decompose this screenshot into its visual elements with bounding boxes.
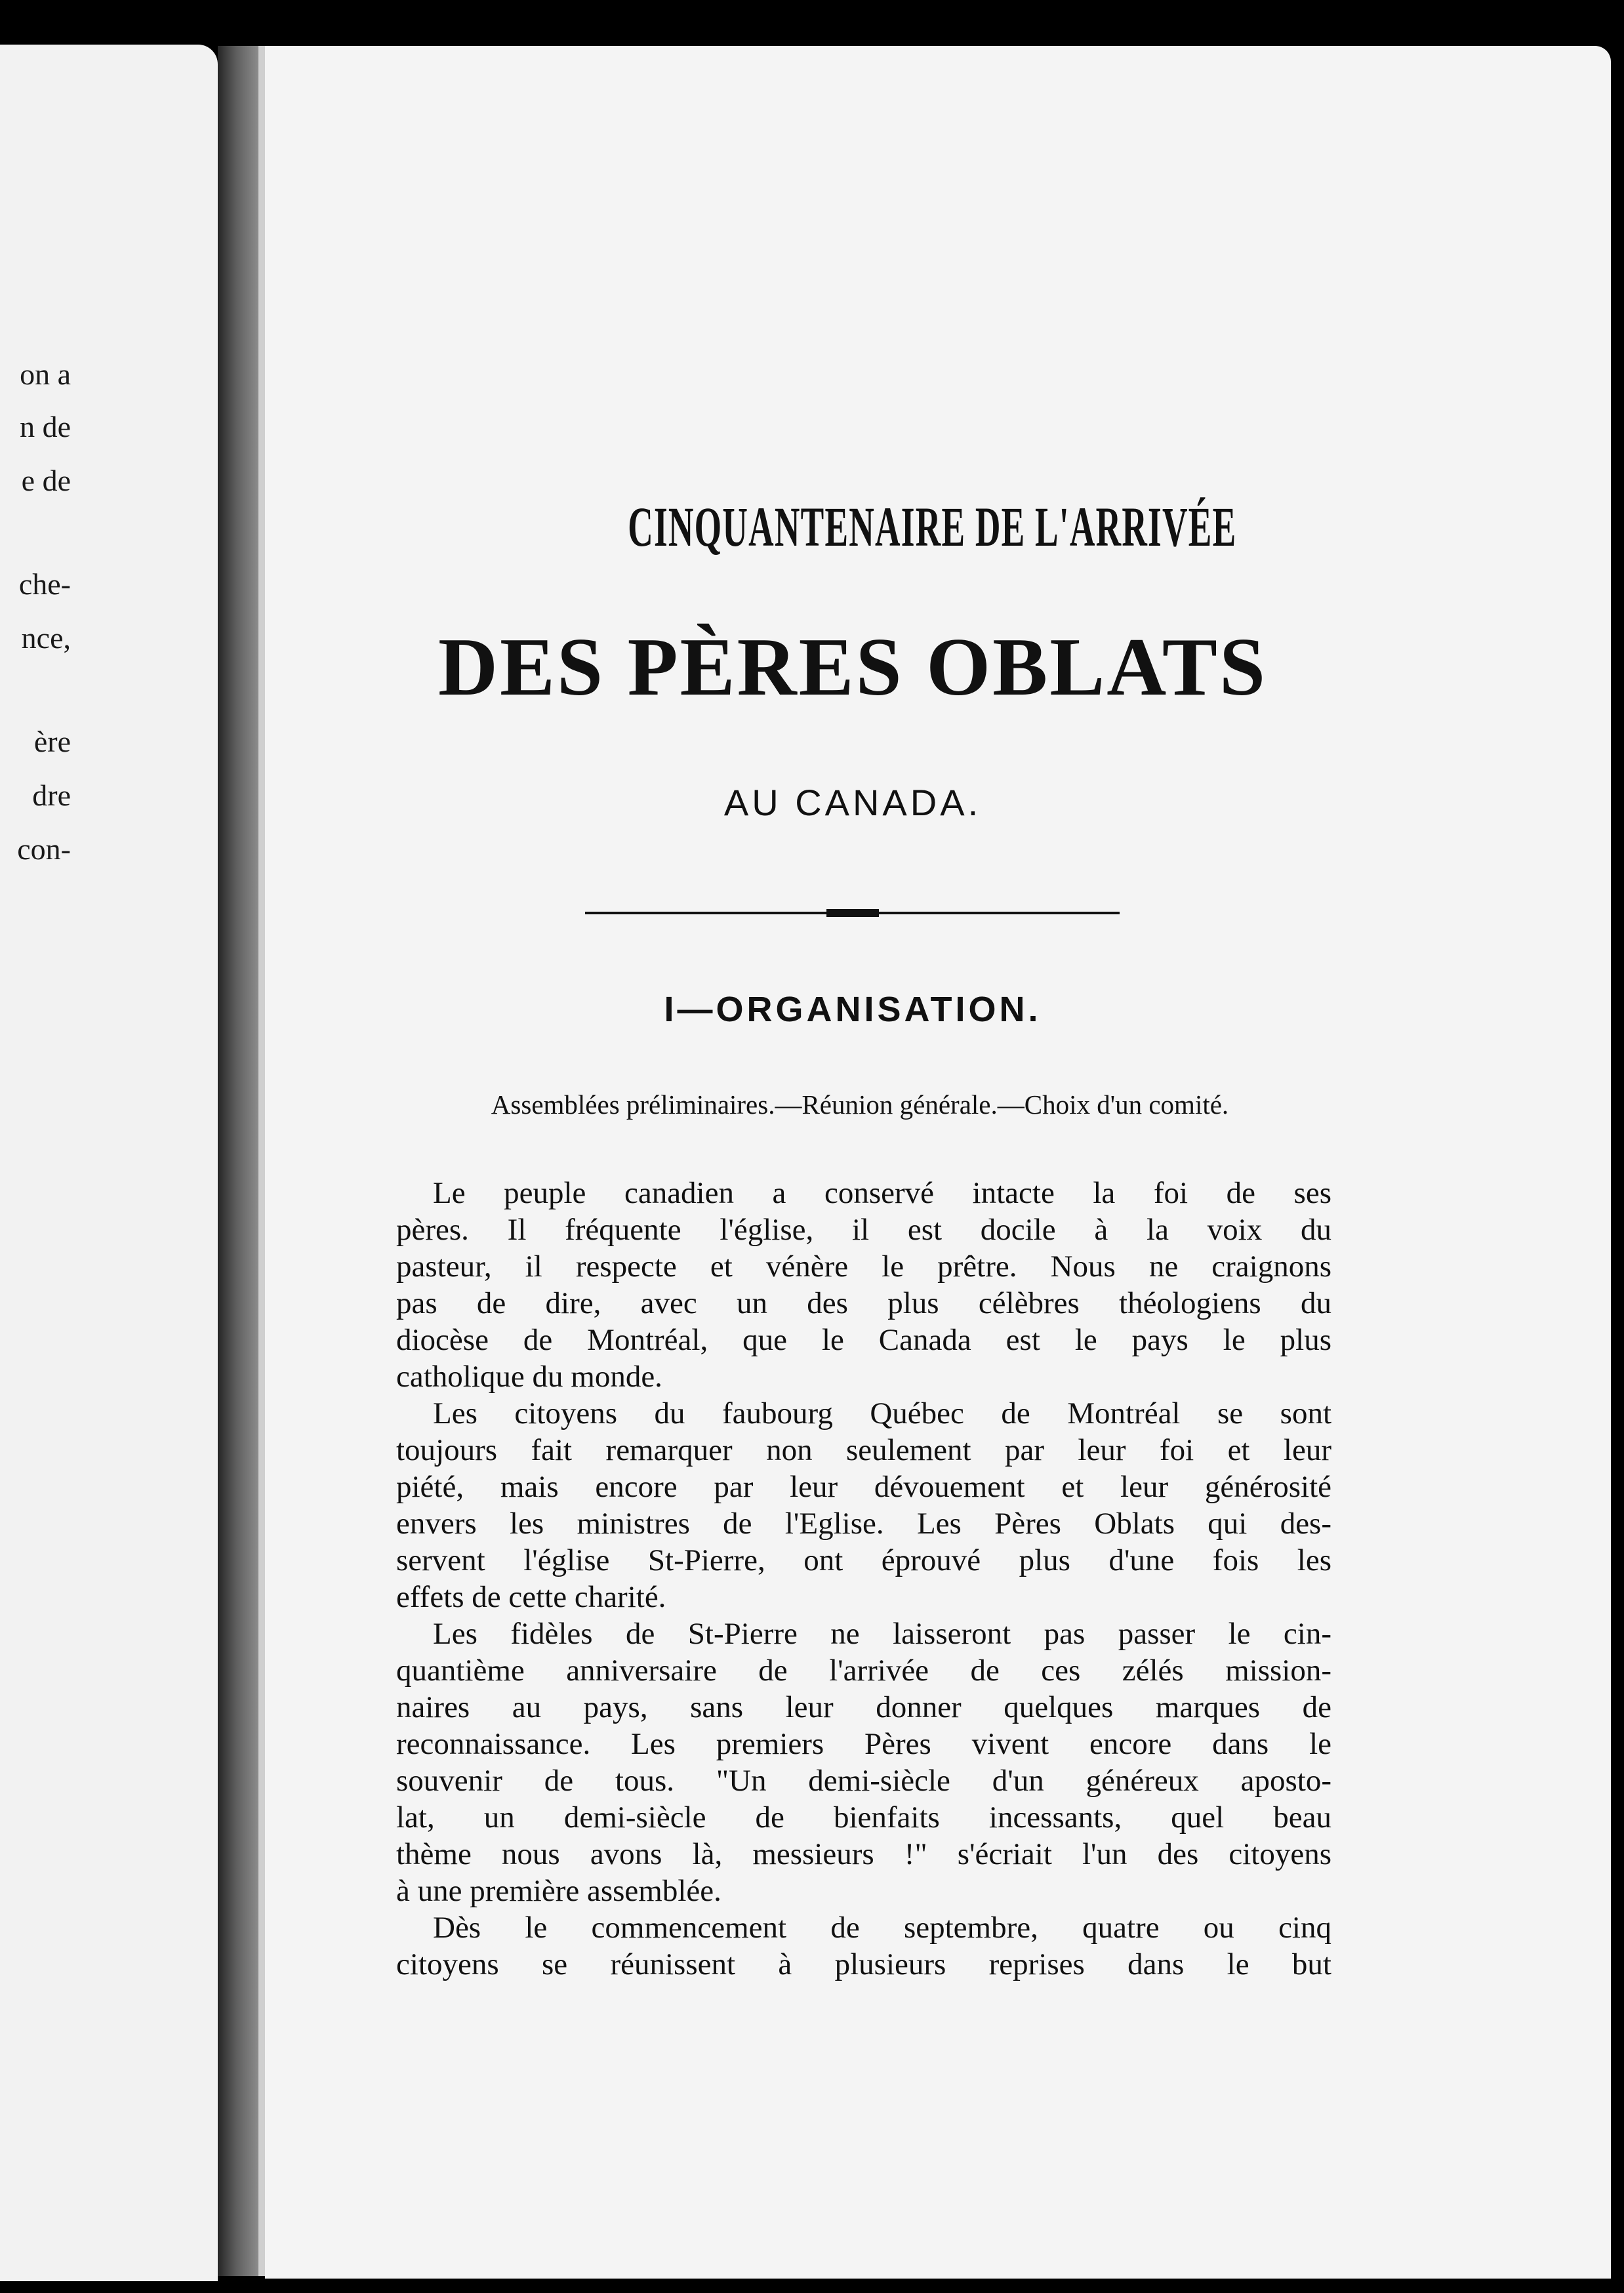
body-text-line: pas de dire, avec un des plus célèbres théologiens du <box>396 1286 1331 1320</box>
facing-page-fragment: n de <box>20 410 71 443</box>
title-line-2: DES PÈRES OBLATS <box>437 622 1268 713</box>
section-title: I—ORGANISATION. <box>664 990 1042 1029</box>
body-text-line: pasteur, il respecte et vénère le prêtre. Nous ne craignons <box>396 1249 1331 1284</box>
body-text-line: Les citoyens du faubourg Québec de Montréal se sont <box>433 1396 1331 1431</box>
body-text-line: citoyens se réunissent à plusieurs reprises dans le but <box>396 1947 1331 1981</box>
title-line-1: CINQUANTENAIRE DE L'ARRIVÉE <box>628 495 1237 558</box>
body-text-line: catholique du monde. <box>396 1360 662 1394</box>
facing-page-fragment: on a <box>20 357 71 391</box>
body-text-line: servent l'église St-Pierre, ont éprouvé plus d'une fois les <box>396 1543 1331 1577</box>
body-text-line: toujours fait remarquer non seulement par leur foi et leur <box>396 1433 1331 1467</box>
section-summary: Assemblées préliminaires.—Réunion générale.—Choix d'un comité. <box>491 1089 1229 1120</box>
facing-page-fragment: con- <box>17 832 71 866</box>
body-text-line: piété, mais encore par leur dévouement et leur générosité <box>396 1470 1331 1504</box>
body-text-line: pères. Il fréquente l'église, il est docile à la voix du <box>396 1213 1331 1247</box>
facing-page-fragment: ère <box>33 725 71 758</box>
body-text-line: quantième anniversaire de l'arrivée de ces zélés mission- <box>396 1654 1331 1688</box>
body-text-line: lat, un demi-siècle de bienfaits incessants, quel beau <box>396 1800 1331 1835</box>
facing-page-fragment: e de <box>21 464 71 497</box>
body-text-line: Dès le commencement de septembre, quatre ou cinq <box>433 1911 1331 1945</box>
facing-page-fragment: nce, <box>21 621 71 655</box>
page-edge <box>258 46 265 2276</box>
body-text-line: thème nous avons là, messieurs !" s'écriait l'un des citoyens <box>396 1837 1331 1871</box>
body-text-line: diocèse de Montréal, que le Canada est le pays le plus <box>396 1323 1331 1357</box>
title-line-3: AU CANADA. <box>723 782 982 823</box>
body-text-line: souvenir de tous. "Un demi-siècle d'un généreux aposto- <box>396 1764 1331 1798</box>
body-text-line: Le peuple canadien a conservé intacte la foi de ses <box>433 1176 1331 1210</box>
facing-page-fragment: che- <box>18 567 71 601</box>
body-text-line: effets de cette charité. <box>396 1580 666 1614</box>
body-text-line: Les fidèles de St-Pierre ne laisseront pas passer le cin- <box>433 1617 1331 1651</box>
body-text-line: envers les ministres de l'Eglise. Les Pères Oblats qui des- <box>396 1507 1331 1541</box>
body-text-line: reconnaissance. Les premiers Pères vivent encore dans le <box>396 1727 1331 1761</box>
body-text-line: naires au pays, sans leur donner quelques marques de <box>396 1690 1331 1724</box>
facing-page-fragment: dre <box>32 779 71 812</box>
book-gutter <box>218 46 258 2276</box>
body-text-line: à une première assemblée. <box>396 1874 721 1908</box>
title-divider-ornament <box>826 909 879 917</box>
facing-page <box>0 45 218 2281</box>
